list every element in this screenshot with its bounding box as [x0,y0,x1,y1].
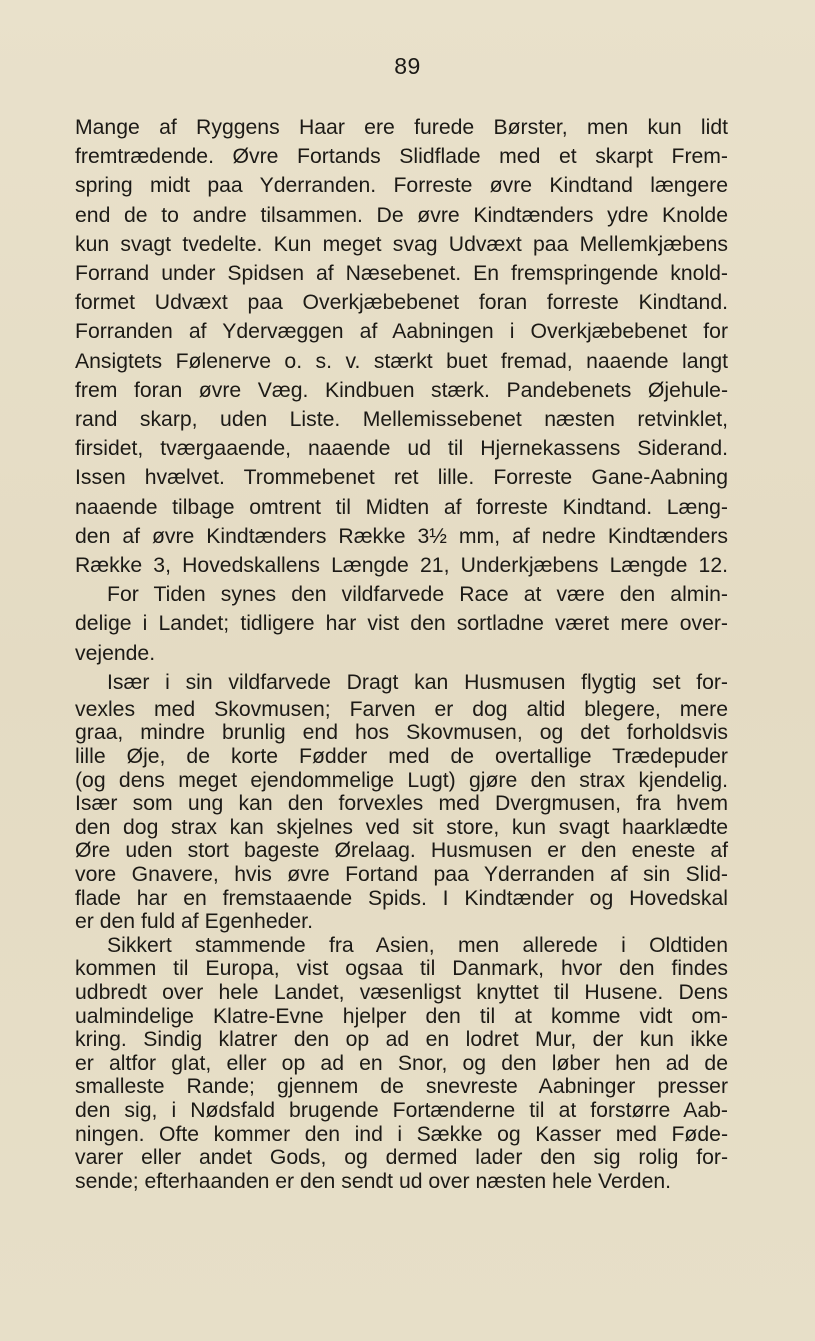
text-line: er altfor glat, eller op ad en Snor, og den løber hen ad de [75,1051,728,1075]
text-line: ualmindelige Klatre-Evne hjelper den til at komme vidt om- [75,1004,728,1028]
text-line: kring. Sindig klatrer den op ad en lodret Mur, der kun ikke [75,1028,728,1052]
text-line: lille Øje, de korte Fødder med de overtallige Trædepuder [75,745,728,769]
text-line: ningen. Ofte kommer den ind i Sække og Kasser med Føde- [75,1122,728,1146]
text-line: varer eller andet Gods, og dermed lader den sig rolig for- [75,1146,728,1170]
text-line: kun svagt tvedelte. Kun meget svag Udvæxt paa Mellemkjæbens [75,232,728,256]
text-line: Række 3, Hovedskallens Længde 21, Underkjæbens Længde 12. [75,554,728,578]
text-line: smalleste Rande; gjennem de snevreste Aabninger presser [75,1075,728,1099]
text-line: vexles med Skovmusen; Farven er dog altid blegere, mere [75,697,728,721]
text-line: Øre uden stort bageste Ørelaag. Husmusen er den eneste af [75,839,728,863]
page-number: 89 [394,53,421,79]
paragraph-4 [75,934,728,1194]
body-text [75,113,728,1193]
text-line: den af øvre Kindtænders Række 3½ mm, af nedre Kindtænders [75,524,728,548]
paragraph-2 [75,580,728,668]
text-line: Mange af Ryggens Haar ere furede Børster, men kun lidt [75,116,728,139]
text-line: end de to andre tilsammen. De øvre Kindtænders ydre Knolde [75,203,728,227]
text-line: graa, mindre brunlig end hos Skovmusen, og det forholdsvis [75,721,728,745]
text-line: Især som ung kan den forvexles med Dvergmusen, fra hvem [75,792,728,816]
text-line: fremtrædende. Øvre Fortands Slidflade med et skarpt Frem- [75,145,728,169]
text-line: naaende tilbage omtrent til Midten af forreste Kindtand. Læng- [75,495,728,519]
text-line: spring midt paa Yderranden. Forreste øvre Kindtand længere [75,174,728,198]
text-line: Især i sin vildfarvede Dragt kan Husmusen flygtig set for- [107,670,728,694]
text-line: (og dens meget ejendommelige Lugt) gjøre den strax kjendelig. [75,768,728,792]
text-line: sende; efterhaanden er den sendt ud over næsten hele Verden. [75,1169,672,1193]
text-line: delige i Landet; tidligere har vist den sortladne været mere over- [75,612,728,636]
text-line: vejende. [75,641,156,665]
paragraph-1 [75,113,728,580]
text-line: Ansigtets Følenerve o. s. v. stærkt buet fremad, naaende langt [75,349,728,373]
text-line: Sikkert stammende fra Asien, men allerede i Oldtiden [107,933,728,957]
text-line: firsidet, tværgaaende, naaende ud til Hjernekassens Siderand. [75,437,728,461]
text-line: rand skarp, uden Liste. Mellemissebenet næsten retvinklet, [75,408,728,432]
text-line: udbredt over hele Landet, væsenligst knyttet til Husene. Dens [75,980,728,1004]
text-line: Issen hvælvet. Trommebenet ret lille. Forreste Gane-Aabning [75,466,728,490]
text-line: Forranden af Ydervæggen af Aabningen i Overkjæbebenet for [75,320,728,344]
text-line: vore Gnavere, hvis øvre Fortand paa Yderranden af sin Slid- [75,863,728,887]
text-line: For Tiden synes den vildfarvede Race at være den almin- [107,583,728,607]
paragraph-3 [75,668,728,934]
text-line: Forrand under Spidsen af Næsebenet. En fremspringende knold- [75,262,728,286]
text-line: flade har en fremstaaende Spids. I Kindtænder og Hovedskal [75,886,728,910]
text-line: kommen til Europa, vist ogsaa til Danmark, hvor den findes [75,957,728,981]
text-line: frem foran øvre Væg. Kindbuen stærk. Pandebenets Øjehule- [75,378,728,402]
text-line: den sig, i Nødsfald brugende Fortænderne til at forstørre Aab- [75,1098,728,1122]
text-line: er den fuld af Egenheder. [75,910,313,934]
text-line: formet Udvæxt paa Overkjæbebenet foran forreste Kindtand. [75,291,728,315]
text-line: den dog strax kan skjelnes ved sit store, kun svagt haarklædte [75,815,728,839]
